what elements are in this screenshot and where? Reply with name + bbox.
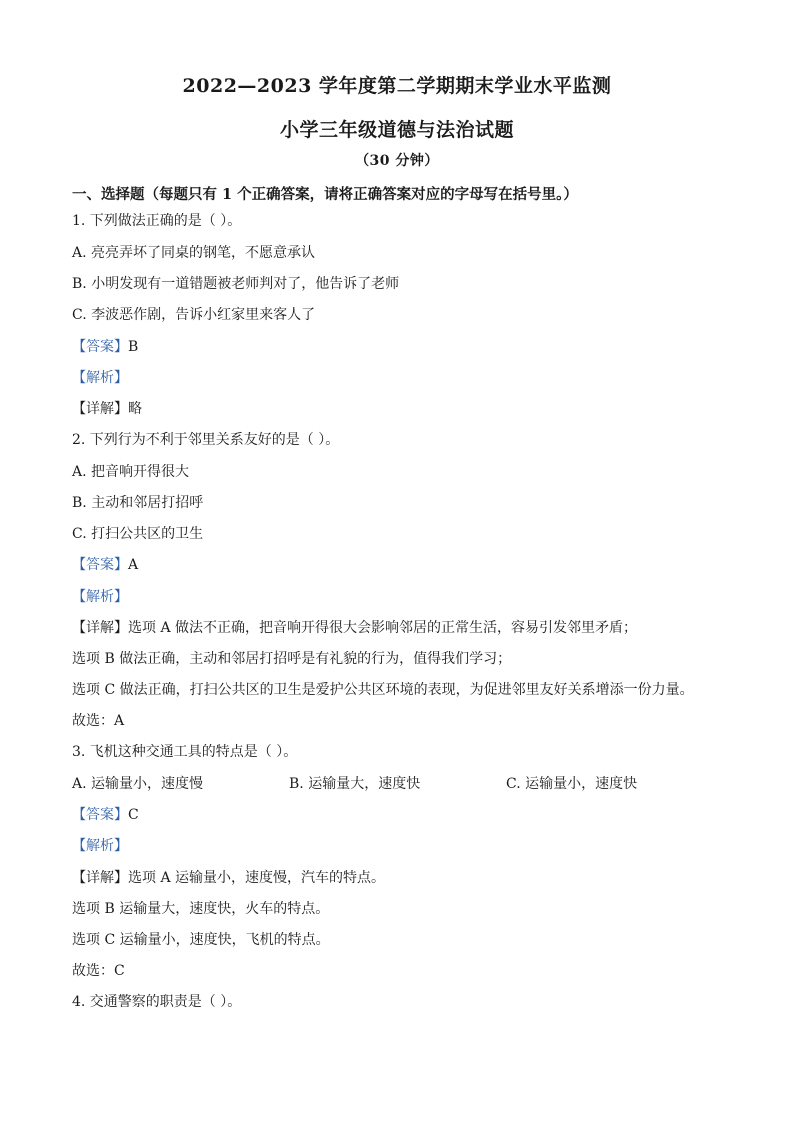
- q1-detail: [72, 399, 142, 419]
- q3-stem: 3. 飞机这种交通工具的特点是（ ）。: [72, 744, 298, 760]
- detail-tag: 【详解】: [72, 870, 128, 886]
- q2-detail-3: 选项 C 做法正确，打扫公共区的卫生是爱护公共区环境的表现，为促进邻里友好关系增添一份力量。: [72, 682, 694, 698]
- q2-answer-value: A: [128, 557, 139, 573]
- detail-tag: 【详解】: [72, 401, 128, 417]
- q1-option-b: B. 小明发现有一道错题被老师判对了，他告诉了老师: [72, 276, 400, 292]
- q2-option-c: C. 打扫公共区的卫生: [72, 526, 204, 542]
- q1-answer: [72, 337, 138, 357]
- detail-tag: 【详解】: [72, 620, 128, 636]
- q3-option-b: B. 运输量大，速度快: [289, 776, 421, 792]
- q3-answer-value: C: [128, 807, 139, 823]
- exam-subtitle: 小学三年级道德与法治试题: [279, 119, 514, 141]
- q3-detail-1: [72, 868, 385, 888]
- q1-answer-value: B: [128, 339, 139, 355]
- answer-tag: 【答案】: [72, 557, 128, 573]
- q2-option-a: A. 把音响开得很大: [72, 464, 190, 480]
- q2-option-b: B. 主动和邻居打招呼: [72, 495, 204, 511]
- answer-tag: 【答案】: [72, 807, 128, 823]
- analysis-tag: 【解析】: [72, 838, 128, 854]
- q3-detail-2: 选项 B 运输量大，速度快，火车的特点。: [72, 901, 330, 917]
- q3-option-a: A. 运输量小，速度慢: [72, 776, 204, 792]
- q1-stem: 1. 下列做法正确的是（ ）。: [72, 213, 242, 229]
- exam-title: 2022—2023 学年度第二学期期末学业水平监测: [182, 75, 612, 97]
- q3-option-c: C. 运输量小，速度快: [506, 776, 638, 792]
- q1-option-a: A. 亮亮弄坏了同桌的钢笔，不愿意承认: [72, 245, 316, 261]
- q2-conclusion: 故选：A: [72, 713, 125, 729]
- section-title: 一、选择题（每题只有 1 个正确答案，请将正确答案对应的字母写在括号里。）: [72, 186, 578, 203]
- q3-analysis: [72, 836, 128, 856]
- analysis-tag: 【解析】: [72, 589, 128, 605]
- q3-answer: [72, 805, 139, 825]
- q2-detail-1: [72, 618, 637, 638]
- q2-detail-2: 选项 B 做法正确，主动和邻居打招呼是有礼貌的行为，值得我们学习；: [72, 651, 512, 667]
- answer-tag: 【答案】: [72, 339, 128, 355]
- q2-analysis: [72, 587, 128, 607]
- exam-duration: （30 分钟）: [355, 153, 439, 169]
- q2-answer: [72, 555, 138, 575]
- q3-conclusion: 故选：C: [72, 963, 125, 979]
- q1-option-c: C. 李波恶作剧，告诉小红家里来客人了: [72, 307, 316, 323]
- q2-detail-text: 选项 A 做法不正确，把音响开得很大会影响邻居的正常生活，容易引发邻里矛盾；: [128, 620, 638, 636]
- q3-detail-3: 选项 C 运输量小，速度快，飞机的特点。: [72, 932, 330, 948]
- q3-detail-text: 选项 A 运输量小，速度慢，汽车的特点。: [128, 870, 386, 886]
- q4-stem: 4. 交通警察的职责是（ ）。: [72, 994, 242, 1010]
- q2-stem: 2. 下列行为不利于邻里关系友好的是（ ）。: [72, 432, 340, 448]
- analysis-tag: 【解析】: [72, 370, 128, 386]
- q1-analysis: [72, 368, 128, 388]
- q1-detail-text: 略: [128, 401, 142, 417]
